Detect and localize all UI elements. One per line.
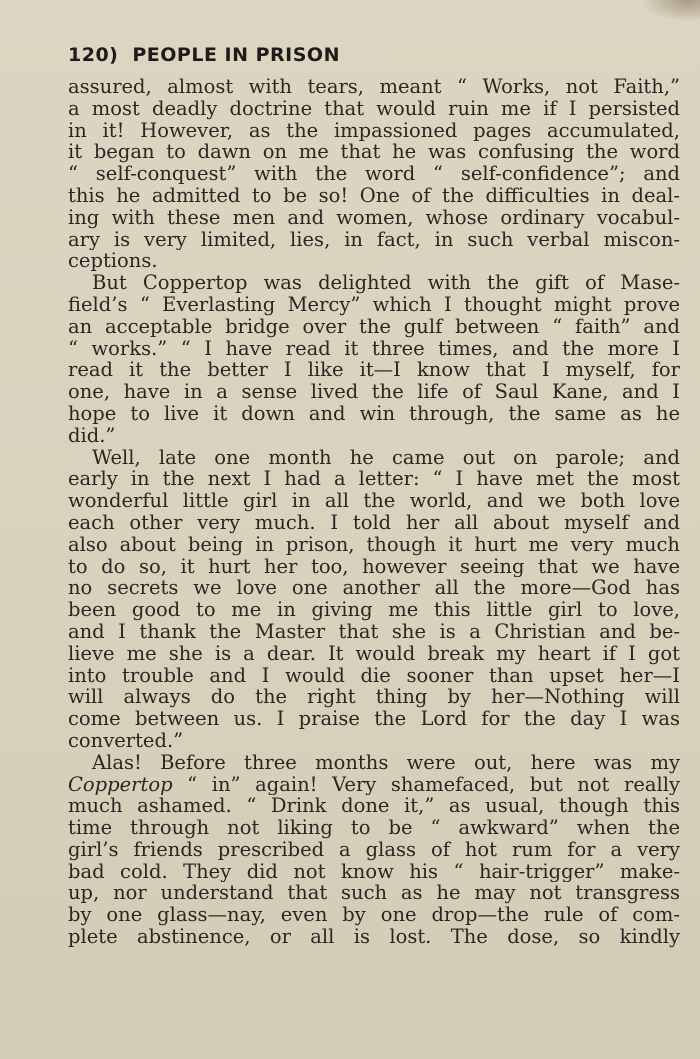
text-line: this he admitted to be so! One of the difficulties in deal- xyxy=(68,184,680,207)
text-line: come between us. I praise the Lord for the day I was xyxy=(68,708,680,730)
text-line: into trouble and I would die sooner than upset her—I xyxy=(68,664,680,687)
text-line: one, have in a sense lived the life of Saul Kane, and I xyxy=(68,381,680,403)
text-line: Alas! Before three months were out, here was my xyxy=(92,751,680,774)
text-line: read it the better I like it—I know that I myself, for xyxy=(68,359,680,382)
text-line: an acceptable bridge over the gulf between “ faith” and xyxy=(68,315,680,338)
page-number: 120) xyxy=(68,44,119,66)
text-line: ing with these men and women, whose ordinary vocabul- xyxy=(68,206,680,229)
text-line: a most deadly doctrine that would ruin me if I persisted xyxy=(68,97,680,120)
text-line: “ self-conquest” with the word “ self-confidence”; and xyxy=(68,163,680,185)
text-line: wonderful little girl in all the world, and we both love xyxy=(68,490,680,512)
text-line: hope to live it down and win through, the same as he xyxy=(68,402,680,425)
text-line: time through not liking to be “ awkward” when the xyxy=(68,817,680,839)
text-line: did.” xyxy=(68,424,116,447)
text-line: and I thank the Master that she is a Christian and be- xyxy=(68,620,680,643)
running-title: PEOPLE IN PRISON xyxy=(132,44,340,66)
text-line: ary is very limited, lies, in fact, in such verbal miscon- xyxy=(68,228,680,251)
text-line: each other very much. I told her all about myself and xyxy=(68,511,680,534)
text-line: in it! However, as the impassioned pages accumulated, xyxy=(68,119,680,142)
text-line: it began to dawn on me that he was confusing the word xyxy=(68,141,680,164)
italic-name: Coppertop xyxy=(68,773,173,796)
page-stain xyxy=(640,0,700,22)
text-line: much ashamed. “ Drink done it,” as usual, though this xyxy=(68,795,680,818)
text-line: also about being in prison, though it hurt me very much xyxy=(68,533,680,556)
text-line: been good to me in giving me this little girl to love, xyxy=(68,599,680,621)
text-line: “ works.” “ I have read it three times, and the more I xyxy=(68,337,680,360)
text-line: ceptions. xyxy=(68,250,158,273)
text-line: Well, late one month he came out on parole; and xyxy=(92,446,680,469)
running-header xyxy=(68,44,340,66)
text-line: by one glass—nay, even by one drop—the rule of com- xyxy=(68,904,680,927)
text-line: bad cold. They did not know his “ hair-trigger” make- xyxy=(68,860,680,883)
text-line: up, nor understand that such as he may not transgress xyxy=(68,882,680,905)
text-line: no secrets we love one another all the more—God has xyxy=(68,577,680,600)
text-line: to do so, it hurt her too, however seeing that we have xyxy=(68,555,680,578)
text-line: will always do the right thing by her—Nothing will xyxy=(68,686,680,709)
text-line: lieve me she is a dear. It would break my heart if I got xyxy=(68,642,680,665)
text-line: assured, almost with tears, meant “ Works, not Faith,” xyxy=(68,76,680,98)
text-line: plete abstinence, or all is lost. The dose, so kindly xyxy=(68,926,680,948)
text-line: But Coppertop was delighted with the gift of Mase- xyxy=(92,272,680,294)
text-line: early in the next I had a letter: “ I have met the most xyxy=(68,468,680,491)
text-line: field’s “ Everlasting Mercy” which I thought might prove xyxy=(68,293,680,316)
body-text xyxy=(68,76,680,948)
text-line: girl’s friends prescribed a glass of hot rum for a very xyxy=(68,838,680,861)
text-line: Coppertop “ in” again! Very shamefaced, but not really xyxy=(68,773,680,796)
text-line: converted.” xyxy=(68,729,184,752)
